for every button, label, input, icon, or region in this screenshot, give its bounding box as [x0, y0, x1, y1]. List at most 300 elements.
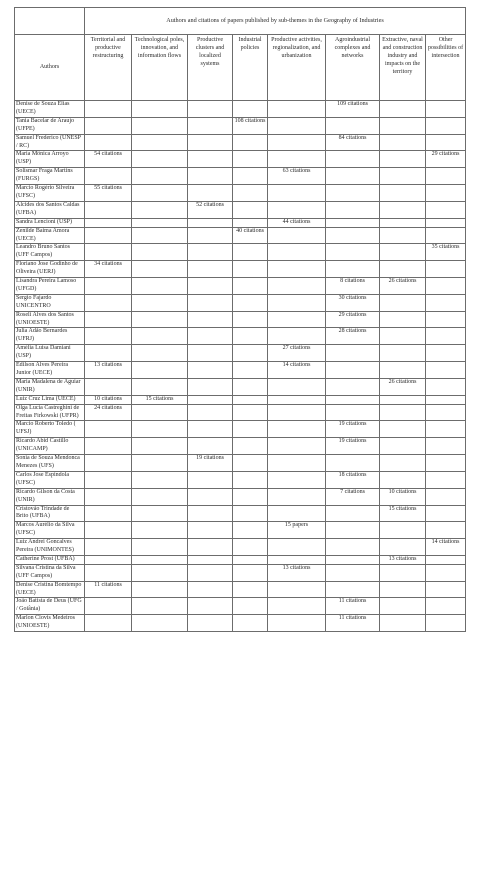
- citation-cell: [132, 201, 188, 218]
- citation-cell: [233, 505, 268, 522]
- author-cell: Sandra Lencioni (USP): [15, 218, 85, 227]
- citation-cell: 13 citations: [268, 564, 326, 581]
- citation-cell: [268, 404, 326, 421]
- citation-cell: [268, 101, 326, 118]
- citation-cell: [233, 615, 268, 632]
- citation-cell: [188, 404, 233, 421]
- citation-cell: [426, 278, 466, 295]
- citation-cell: [85, 564, 132, 581]
- author-cell: Denise Cristina Bomtempo (UECE): [15, 581, 85, 598]
- citation-cell: [326, 201, 380, 218]
- citation-cell: [426, 328, 466, 345]
- citation-cell: [426, 505, 466, 522]
- citation-cell: [426, 294, 466, 311]
- citation-cell: [233, 201, 268, 218]
- author-cell: Maria Madalena de Aguiar (UNIR): [15, 378, 85, 395]
- citation-cell: [233, 522, 268, 539]
- citation-cell: [188, 294, 233, 311]
- citation-cell: [233, 151, 268, 168]
- author-cell: Tania Bacelar de Araujo (UFPE): [15, 117, 85, 134]
- citation-cell: [380, 168, 426, 185]
- citation-cell: [188, 168, 233, 185]
- table-title: Authors and citations of papers published by sub-themes in the Geography of Industries: [85, 8, 466, 35]
- citation-cell: [132, 488, 188, 505]
- citation-cell: [85, 598, 132, 615]
- citation-cell: [233, 362, 268, 379]
- citation-cell: [426, 227, 466, 244]
- table-row: [15, 598, 466, 615]
- citation-cell: [380, 311, 426, 328]
- citation-cell: [380, 539, 426, 556]
- citation-cell: [132, 134, 188, 151]
- citation-cell: [132, 244, 188, 261]
- citation-cell: [188, 328, 233, 345]
- citation-cell: [233, 168, 268, 185]
- citation-cell: [326, 362, 380, 379]
- table-row: [15, 615, 466, 632]
- citation-cell: [188, 101, 233, 118]
- corner-cell: [15, 8, 85, 35]
- citation-cell: [85, 218, 132, 227]
- citation-cell: 44 citations: [268, 218, 326, 227]
- table-row: [15, 328, 466, 345]
- citation-cell: [426, 218, 466, 227]
- author-cell: Marcio Rogério Silveira (UFSC): [15, 185, 85, 202]
- table-row: [15, 168, 466, 185]
- citation-cell: [268, 244, 326, 261]
- citation-cell: [426, 488, 466, 505]
- column-header: Industrial policies: [233, 35, 268, 101]
- citation-cell: [85, 505, 132, 522]
- citation-cell: [268, 134, 326, 151]
- citation-cell: [380, 201, 426, 218]
- citation-cell: [85, 345, 132, 362]
- citation-cell: [233, 345, 268, 362]
- citation-cell: 29 citations: [426, 151, 466, 168]
- author-cell: Lisandra Pereira Lamoso (UFGD): [15, 278, 85, 295]
- citation-cell: [188, 345, 233, 362]
- table-row: [15, 395, 466, 404]
- citation-cell: [268, 117, 326, 134]
- author-cell: Amélia Luisa Damiani (USP): [15, 345, 85, 362]
- citation-cell: [326, 117, 380, 134]
- citation-cell: [85, 117, 132, 134]
- citation-cell: [233, 218, 268, 227]
- citation-cell: [426, 117, 466, 134]
- citation-cell: [380, 345, 426, 362]
- citation-cell: [426, 555, 466, 564]
- citation-cell: 8 citations: [326, 278, 380, 295]
- table-row: [15, 455, 466, 472]
- citation-cell: [268, 378, 326, 395]
- citation-cell: [132, 151, 188, 168]
- citation-cell: [426, 522, 466, 539]
- citation-cell: 108 citations: [233, 117, 268, 134]
- citation-cell: [380, 117, 426, 134]
- citation-cell: [233, 455, 268, 472]
- citation-cell: [188, 151, 233, 168]
- table-row: [15, 117, 466, 134]
- citation-cell: [188, 244, 233, 261]
- column-header: Agroindustrial complexes and networks: [326, 35, 380, 101]
- citation-cell: [380, 101, 426, 118]
- citation-cell: [326, 151, 380, 168]
- author-cell: Marcio Roberto Toledo ( UFSJ): [15, 421, 85, 438]
- citation-cell: [326, 227, 380, 244]
- citation-cell: [380, 218, 426, 227]
- citation-cell: [426, 168, 466, 185]
- citation-cell: [188, 362, 233, 379]
- citation-cell: [188, 598, 233, 615]
- citation-cell: [426, 564, 466, 581]
- citation-cell: [132, 261, 188, 278]
- citation-cell: 18 citations: [326, 471, 380, 488]
- citation-cell: [132, 117, 188, 134]
- citation-cell: [426, 378, 466, 395]
- table-row: [15, 404, 466, 421]
- author-cell: Luiz Andrei Goncalves Pereira (UNIMONTES): [15, 539, 85, 556]
- citation-cell: [188, 395, 233, 404]
- citation-cell: [380, 151, 426, 168]
- citation-cell: [326, 395, 380, 404]
- citation-cell: [380, 261, 426, 278]
- column-header: Productive clusters and localized systems: [188, 35, 233, 101]
- citation-cell: [188, 218, 233, 227]
- citation-cell: [233, 395, 268, 404]
- citation-cell: [426, 311, 466, 328]
- citation-cell: [426, 404, 466, 421]
- citation-cell: [326, 261, 380, 278]
- table-row: [15, 522, 466, 539]
- column-header: Extractive, naval and construction industry and impacts on the territory: [380, 35, 426, 101]
- citation-cell: [268, 294, 326, 311]
- table-row: [15, 311, 466, 328]
- citation-cell: [188, 261, 233, 278]
- citation-cell: [426, 101, 466, 118]
- citation-cell: [426, 471, 466, 488]
- citation-cell: 34 citations: [85, 261, 132, 278]
- citations-table: [14, 7, 466, 632]
- citation-cell: [132, 345, 188, 362]
- citation-cell: [380, 294, 426, 311]
- citation-cell: [132, 581, 188, 598]
- citation-cell: 11 citations: [85, 581, 132, 598]
- citation-cell: 15 citations: [380, 505, 426, 522]
- table-row: [15, 505, 466, 522]
- table-row: [15, 261, 466, 278]
- citation-cell: [426, 185, 466, 202]
- citation-cell: [426, 395, 466, 404]
- citation-cell: [233, 564, 268, 581]
- citation-cell: [85, 101, 132, 118]
- citation-cell: [233, 471, 268, 488]
- author-cell: Edilson Alves Pereira Junior (UECE): [15, 362, 85, 379]
- citation-cell: [233, 244, 268, 261]
- citation-cell: [85, 488, 132, 505]
- author-cell: Catherine Prost (UFBA): [15, 555, 85, 564]
- author-cell: Denise de Souza Elias (UECE): [15, 101, 85, 118]
- citation-cell: [85, 455, 132, 472]
- citation-cell: 7 citations: [326, 488, 380, 505]
- citation-cell: [132, 227, 188, 244]
- citation-cell: 19 citations: [326, 421, 380, 438]
- citation-cell: [268, 581, 326, 598]
- citation-cell: 10 citations: [85, 395, 132, 404]
- citation-cell: 63 citations: [268, 168, 326, 185]
- citation-cell: [233, 134, 268, 151]
- citation-cell: [426, 362, 466, 379]
- citation-cell: [132, 404, 188, 421]
- citation-cell: [233, 378, 268, 395]
- citation-cell: [132, 471, 188, 488]
- table-row: [15, 581, 466, 598]
- citation-cell: [380, 421, 426, 438]
- table-row: [15, 471, 466, 488]
- citation-cell: [326, 168, 380, 185]
- citation-cell: [326, 404, 380, 421]
- author-cell: Ricardo Gilson da Costa (UNIR): [15, 488, 85, 505]
- citation-cell: [326, 345, 380, 362]
- citation-cell: [268, 201, 326, 218]
- citation-cell: [188, 117, 233, 134]
- author-cell: Julia Adão Bernardes (UFRJ): [15, 328, 85, 345]
- citation-cell: [188, 581, 233, 598]
- citation-cell: [188, 438, 233, 455]
- table-row: [15, 421, 466, 438]
- author-cell: Maria Mônica Arroyo (USP): [15, 151, 85, 168]
- citation-cell: [233, 294, 268, 311]
- citation-cell: [268, 438, 326, 455]
- citation-cell: [132, 294, 188, 311]
- citation-cell: [132, 168, 188, 185]
- author-cell: Luiz Cruz Lima (UECE): [15, 395, 85, 404]
- table-row: [15, 218, 466, 227]
- table-row: [15, 278, 466, 295]
- citation-cell: 109 citations: [326, 101, 380, 118]
- citation-cell: 14 citations: [426, 539, 466, 556]
- citation-cell: [268, 539, 326, 556]
- citation-cell: [268, 615, 326, 632]
- citation-cell: [85, 328, 132, 345]
- author-cell: Samuel Frederico (UNESP / RC): [15, 134, 85, 151]
- table-row: [15, 362, 466, 379]
- table-row: [15, 564, 466, 581]
- citation-cell: [233, 555, 268, 564]
- citation-cell: [132, 218, 188, 227]
- citation-cell: [85, 555, 132, 564]
- citation-cell: [85, 438, 132, 455]
- citation-cell: [233, 404, 268, 421]
- citation-cell: [85, 471, 132, 488]
- citation-cell: [188, 615, 233, 632]
- author-cell: Sergio Fajardo UNICENTRO: [15, 294, 85, 311]
- citation-cell: [188, 488, 233, 505]
- citation-cell: [132, 438, 188, 455]
- citation-cell: [268, 505, 326, 522]
- citation-cell: [85, 539, 132, 556]
- citation-cell: 84 citations: [326, 134, 380, 151]
- citation-cell: [268, 421, 326, 438]
- citation-cell: [132, 615, 188, 632]
- citation-cell: 55 citations: [85, 185, 132, 202]
- citation-cell: [85, 615, 132, 632]
- authors-header: Authors: [15, 35, 85, 101]
- table-row: [15, 227, 466, 244]
- citation-cell: 29 citations: [326, 311, 380, 328]
- citation-cell: [380, 581, 426, 598]
- citation-cell: [132, 539, 188, 556]
- citation-cell: [380, 438, 426, 455]
- citation-cell: [85, 421, 132, 438]
- citation-cell: [132, 101, 188, 118]
- citation-cell: [380, 522, 426, 539]
- table-row: [15, 555, 466, 564]
- citation-cell: [380, 134, 426, 151]
- citation-cell: 13 citations: [380, 555, 426, 564]
- citation-cell: [233, 328, 268, 345]
- citation-cell: [85, 378, 132, 395]
- citation-cell: [85, 278, 132, 295]
- citation-cell: [326, 505, 380, 522]
- citation-cell: [380, 185, 426, 202]
- table-row: [15, 151, 466, 168]
- author-cell: Roseli Alves dos Santos (UNIOESTE): [15, 311, 85, 328]
- citation-cell: [85, 311, 132, 328]
- column-header: Technological poles, innovation, and information flows: [132, 35, 188, 101]
- citation-cell: [188, 539, 233, 556]
- citation-cell: [188, 311, 233, 328]
- citation-cell: [380, 404, 426, 421]
- citation-cell: [233, 311, 268, 328]
- citation-cell: [233, 185, 268, 202]
- citation-cell: 54 citations: [85, 151, 132, 168]
- citation-cell: [268, 278, 326, 295]
- citation-cell: [85, 294, 132, 311]
- citation-cell: 24 citations: [85, 404, 132, 421]
- author-cell: Carlos Jose Espindola (UFSC): [15, 471, 85, 488]
- citation-cell: [380, 227, 426, 244]
- author-cell: Olga Lucia Castreghini de Freitas Firkowski (UFPR): [15, 404, 85, 421]
- citation-cell: 14 citations: [268, 362, 326, 379]
- citation-cell: [380, 598, 426, 615]
- citation-cell: [132, 278, 188, 295]
- table-row: [15, 345, 466, 362]
- citation-cell: [426, 455, 466, 472]
- citation-cell: [132, 362, 188, 379]
- citation-cell: [326, 378, 380, 395]
- table-row: [15, 101, 466, 118]
- citation-cell: [426, 438, 466, 455]
- citation-cell: [233, 101, 268, 118]
- citation-cell: [132, 564, 188, 581]
- citation-cell: [132, 421, 188, 438]
- citation-cell: [233, 421, 268, 438]
- citation-cell: [188, 471, 233, 488]
- citation-cell: 19 citations: [188, 455, 233, 472]
- citation-cell: [426, 421, 466, 438]
- citation-cell: [268, 151, 326, 168]
- citation-cell: [132, 185, 188, 202]
- citation-cell: 28 citations: [326, 328, 380, 345]
- author-cell: Silvana Cristina da Silva (UFF Campos): [15, 564, 85, 581]
- citation-cell: [233, 488, 268, 505]
- author-cell: Marcos Aurélio da Silva (UFSC): [15, 522, 85, 539]
- author-cell: Zenilde Baima Amora (UECE): [15, 227, 85, 244]
- citation-cell: [326, 564, 380, 581]
- citation-cell: [326, 455, 380, 472]
- citation-cell: 11 citations: [326, 598, 380, 615]
- citation-cell: [326, 539, 380, 556]
- citation-cell: [188, 564, 233, 581]
- author-cell: João Batista de Deus (UFG / Goiânia): [15, 598, 85, 615]
- document-page: [14, 7, 465, 632]
- citation-cell: 26 citations: [380, 278, 426, 295]
- citation-cell: [85, 168, 132, 185]
- citation-cell: [268, 261, 326, 278]
- citation-cell: [268, 455, 326, 472]
- citation-cell: 27 citations: [268, 345, 326, 362]
- citation-cell: [233, 278, 268, 295]
- citation-cell: [426, 201, 466, 218]
- citation-cell: 26 citations: [380, 378, 426, 395]
- author-cell: Alcides dos Santos Caldas (UFBA): [15, 201, 85, 218]
- column-header: Productive activities, regionalization, and urbanization: [268, 35, 326, 101]
- column-header: Territorial and productive restructuring: [85, 35, 132, 101]
- citation-cell: [268, 311, 326, 328]
- citation-cell: [380, 455, 426, 472]
- citation-cell: [85, 244, 132, 261]
- citation-cell: [426, 615, 466, 632]
- citation-cell: [233, 261, 268, 278]
- author-cell: Leandro Bruno Santos (UFF Campos): [15, 244, 85, 261]
- author-cell: Floriano Jose Godinho de Oliveira (UERJ): [15, 261, 85, 278]
- citation-cell: [326, 522, 380, 539]
- citation-cell: 19 citations: [326, 438, 380, 455]
- citation-cell: [188, 278, 233, 295]
- citation-cell: [380, 564, 426, 581]
- citation-cell: [326, 581, 380, 598]
- citation-cell: 40 citations: [233, 227, 268, 244]
- citation-cell: [132, 311, 188, 328]
- citation-cell: [85, 522, 132, 539]
- column-header-row: [15, 35, 466, 101]
- citation-cell: 11 citations: [326, 615, 380, 632]
- citation-cell: [380, 362, 426, 379]
- citation-cell: [380, 395, 426, 404]
- citation-cell: [233, 438, 268, 455]
- citation-cell: 15 citations: [132, 395, 188, 404]
- citation-cell: [85, 201, 132, 218]
- author-cell: Cristovão Trindade de Brito (UFBA): [15, 505, 85, 522]
- citation-cell: 30 citations: [326, 294, 380, 311]
- citation-cell: [380, 615, 426, 632]
- citation-cell: [132, 522, 188, 539]
- citation-cell: [326, 555, 380, 564]
- citation-cell: [426, 134, 466, 151]
- citation-cell: [233, 581, 268, 598]
- citation-cell: [132, 455, 188, 472]
- citation-cell: [268, 488, 326, 505]
- citation-cell: [268, 185, 326, 202]
- citation-cell: [188, 505, 233, 522]
- citation-cell: [426, 345, 466, 362]
- citation-cell: [268, 555, 326, 564]
- citation-cell: [188, 227, 233, 244]
- citation-cell: [132, 505, 188, 522]
- citation-cell: [268, 328, 326, 345]
- citation-cell: [426, 261, 466, 278]
- citation-cell: [380, 328, 426, 345]
